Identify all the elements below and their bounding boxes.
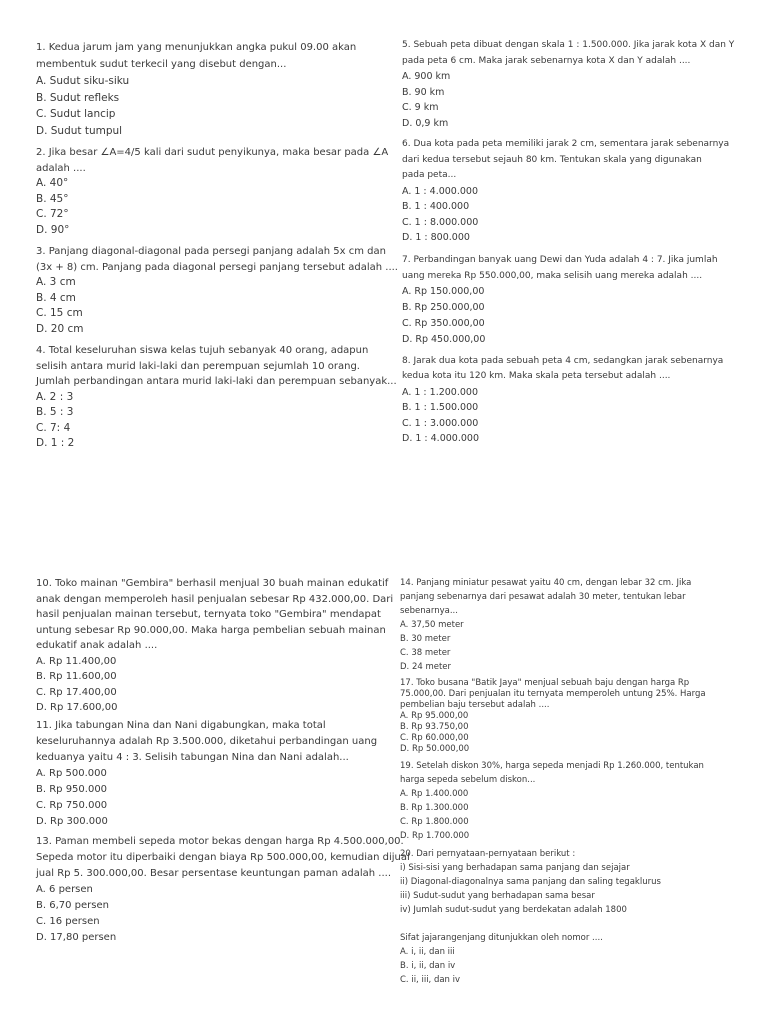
question-text-line: selisih antara murid laki-laki dan perempuan sejumlah 10 orang. xyxy=(36,360,360,372)
question-text-line xyxy=(400,917,720,931)
answer-option: D. 24 meter xyxy=(400,662,452,672)
question-text-line: dari kedua tersebut sejauh 80 km. Tentukan skala yang digunakan xyxy=(402,154,702,165)
question-q11 xyxy=(36,718,378,830)
question-text-line: Sifat jajarangenjang ditunjukkan oleh nomor .... xyxy=(400,933,603,943)
question-text-line: 11. Jika tabungan Nina dan Nani digabungkan, maka total xyxy=(36,719,326,731)
answer-option: B. Rp 11.600,00 xyxy=(36,671,117,682)
question-text-line: 7. Perbandingan banyak uang Dewi dan Yuda adalah 4 : 7. Jika jumlah xyxy=(402,254,718,265)
answer-option: A. 1 : 4.000.000 xyxy=(402,185,479,197)
answer-option: B. Rp 93.750,00 xyxy=(400,722,469,732)
question-text-line: adalah .... xyxy=(36,162,86,174)
question-text-line: 2. Jika besar ∠A=4/5 kali dari sudut penyikunya, maka besar pada ∠A xyxy=(36,147,389,158)
answer-option: A. 900 km xyxy=(402,71,451,82)
answer-option: C. 7: 4 xyxy=(36,421,71,434)
question-text-line: membentuk sudut terkecil yang disebut dengan... xyxy=(36,58,287,70)
answer-option: B. Rp 950.000 xyxy=(36,783,108,795)
question-text-line: pembelian baju tersebut adalah .... xyxy=(400,700,550,710)
answer-option: B. Sudut refleks xyxy=(36,91,120,104)
question-text-line: 5. Sebuah peta dibuat dengan skala 1 : 1.500.000. Jika jarak kota X dan Y xyxy=(402,40,735,50)
answer-option: D. 1 : 2 xyxy=(36,437,75,449)
answer-option: D. 0,9 km xyxy=(402,117,449,129)
question-text-line: sebenarnya... xyxy=(400,606,458,616)
question-text-line: hasil penjualan mainan tersebut, ternyata toko "Gembira" mendapat xyxy=(36,609,381,620)
answer-option: D. 17,80 persen xyxy=(36,931,117,943)
question-text-line: 19. Setelah diskon 30%, harga sepeda menjadi Rp 1.260.000, tentukan xyxy=(400,761,704,771)
bottom-left-questions xyxy=(36,576,410,976)
question-text-line: 10. Toko mainan "Gembira" berhasil menjual 30 buah mainan edukatif xyxy=(36,578,389,589)
question-q8 xyxy=(402,354,768,447)
question-q6 xyxy=(402,137,768,246)
answer-option: D. Rp 300.000 xyxy=(36,815,108,827)
answer-option: B. 1 : 1.500.000 xyxy=(402,402,479,413)
answer-option: A. Sudut siku-siku xyxy=(36,75,130,87)
question-q2 xyxy=(36,145,389,238)
answer-option: D. Rp 17.600,00 xyxy=(36,702,118,713)
answer-option: A. 2 : 3 xyxy=(36,390,74,403)
bottom-right-questions xyxy=(400,576,720,1024)
answer-option: C. 1 : 3.000.000 xyxy=(402,417,479,429)
question-q20 xyxy=(400,847,720,987)
question-text-line: 8. Jarak dua kota pada sebuah peta 4 cm, sedangkan jarak sebenarnya xyxy=(402,355,724,366)
answer-option: C. 15 cm xyxy=(36,307,83,319)
answer-option: D. Rp 1.700.000 xyxy=(400,831,470,841)
answer-option: D. 20 cm xyxy=(36,322,84,335)
question-text-line: Jumlah perbandingan antara murid laki-laki dan perempuan sebanyak... xyxy=(36,376,397,387)
answer-option: A. Rp 1.400.000 xyxy=(400,789,469,799)
answer-option: A. Rp 95.000,00 xyxy=(400,711,469,721)
question-text-line: 14. Panjang miniatur pesawat yaitu 40 cm, dengan lebar 32 cm. Jika xyxy=(400,578,692,588)
answer-option: A. 3 cm xyxy=(36,276,76,288)
answer-option: B. 45° xyxy=(36,192,69,205)
answer-option: D. Rp 450.000,00 xyxy=(402,333,486,345)
answer-option: B. i, ii, dan iv xyxy=(400,961,456,971)
question-text-line: 1. Kedua jarum jam yang menunjukkan angka pukul 09.00 akan xyxy=(36,42,357,53)
question-text-line: 20. Dari pernyataan-pernyataan berikut : xyxy=(400,849,576,859)
question-text-line: untung sebesar Rp 90.000,00. Maka harga pembelian sebuah mainan xyxy=(36,624,386,636)
question-q1 xyxy=(36,40,366,139)
answer-option: B. 6,70 persen xyxy=(36,899,109,911)
question-text-line: pada peta 6 cm. Maka jarak sebenarnya kota X dan Y adalah .... xyxy=(402,55,691,66)
question-text-line: (3x + 8) cm. Panjang pada diagonal persegi panjang tersebut adalah .... xyxy=(36,261,398,273)
top-right-questions xyxy=(402,34,768,474)
answer-option: D. Rp 50.000,00 xyxy=(400,744,470,754)
answer-option: D. 1 : 4.000.000 xyxy=(402,433,479,444)
question-text-line: 17. Toko busana "Batik Jaya" menjual sebuah baju dengan harga Rp xyxy=(400,678,690,688)
answer-option: D. 90° xyxy=(36,223,70,236)
question-text-line: harga sepeda sebelum diskon... xyxy=(400,775,536,785)
question-q13 xyxy=(36,834,410,946)
answer-option: B. 30 meter xyxy=(400,634,451,644)
answer-option: D. 1 : 800.000 xyxy=(402,232,470,243)
question-q14 xyxy=(400,576,720,674)
answer-option: D. Sudut tumpul xyxy=(36,124,123,137)
answer-option: B. Rp 1.300.000 xyxy=(400,803,469,813)
question-text-line: Sepeda motor itu diperbaiki dengan biaya Rp 500.000,00, kemudian dijual xyxy=(36,851,410,863)
answer-option: C. 9 km xyxy=(402,102,439,113)
question-q4 xyxy=(36,343,397,452)
top-left-questions xyxy=(36,34,398,474)
question-text-line: panjang sebenarnya dari pesawat adalah 30 meter, tentukan lebar xyxy=(400,592,686,602)
question-text-line: 75.000,00. Dari penjualan itu ternyata memperoleh untung 25%. Harga xyxy=(400,689,706,699)
answer-option: C. Rp 60.000,00 xyxy=(400,733,469,743)
question-text-line: uang mereka Rp 550.000,00, maka selisih uang mereka adalah .... xyxy=(402,270,703,281)
answer-option: C. 1 : 8.000.000 xyxy=(402,216,479,228)
answer-option: C. Rp 17.400,00 xyxy=(36,686,117,698)
answer-option: C. Rp 350.000,00 xyxy=(402,317,485,329)
answer-option: B. 5 : 3 xyxy=(36,406,74,418)
question-text-line: pada peta... xyxy=(402,170,457,180)
question-text-line: keduanya yaitu 4 : 3. Selisih tabungan Nina dan Nani adalah... xyxy=(36,751,349,763)
answer-option: B. 1 : 400.000 xyxy=(402,201,470,212)
question-text-line: iii) Sudut-sudut yang berhadapan sama besar xyxy=(400,891,595,901)
answer-option: A. Rp 11.400,00 xyxy=(36,655,117,667)
answer-option: C. Rp 750.000 xyxy=(36,799,108,811)
answer-option: A. i, ii, dan iii xyxy=(400,947,455,957)
question-q5 xyxy=(402,38,768,131)
question-q17 xyxy=(400,678,720,755)
question-text-line: kedua kota itu 120 km. Maka skala peta tersebut adalah .... xyxy=(402,371,671,381)
answer-option: A. Rp 500.000 xyxy=(36,767,107,779)
question-text-line: keseluruhannya adalah Rp 3.500.000, diketahui perbandingan uang xyxy=(36,735,378,747)
answer-option: C. 72° xyxy=(36,208,69,220)
answer-option: C. ii, iii, dan iv xyxy=(400,975,461,985)
answer-option: C. 38 meter xyxy=(400,648,451,658)
answer-option: C. 16 persen xyxy=(36,915,100,927)
answer-option: B. Rp 250.000,00 xyxy=(402,301,485,313)
question-text-line: edukatif anak adalah .... xyxy=(36,640,158,651)
question-text-line: i) Sisi-sisi yang berhadapan sama panjang dan sejajar xyxy=(400,863,630,873)
answer-option: A. Rp 150.000,00 xyxy=(402,285,485,297)
question-q19 xyxy=(400,759,720,843)
question-text-line: 4. Total keseluruhan siswa kelas tujuh sebanyak 40 orang, adapun xyxy=(36,345,369,356)
question-text-line: iv) Jumlah sudut-sudut yang berdekatan adalah 1800 xyxy=(400,905,627,915)
question-q7 xyxy=(402,252,768,348)
question-text-line: jual Rp 5. 300.000,00. Besar persentase keuntungan paman adalah .... xyxy=(36,867,392,879)
answer-option: C. Rp 1.800.000 xyxy=(400,817,469,827)
question-text-line: anak dengan memperoleh hasil penjualan sebesar Rp 432.000,00. Dari xyxy=(36,593,394,605)
answer-option: B. 4 cm xyxy=(36,291,76,304)
answer-option: B. 90 km xyxy=(402,86,445,98)
question-text-line: 6. Dua kota pada peta memiliki jarak 2 cm, sementara jarak sebenarnya xyxy=(402,139,730,149)
question-text-line: ii) Diagonal-diagonalnya sama panjang dan saling tegaklurus xyxy=(400,877,661,887)
answer-option: A. 37,50 meter xyxy=(400,620,464,630)
question-q3 xyxy=(36,244,398,337)
answer-option: A. 40° xyxy=(36,177,69,189)
answer-option: A. 1 : 1.200.000 xyxy=(402,386,479,398)
answer-option: A. 6 persen xyxy=(36,883,93,895)
question-q10 xyxy=(36,576,394,716)
question-text-line: 3. Panjang diagonal-diagonal pada persegi panjang adalah 5x cm dan xyxy=(36,246,386,257)
answer-option: C. Sudut lancip xyxy=(36,108,116,120)
question-text-line: 13. Paman membeli sepeda motor bekas dengan harga Rp 4.500.000,00. xyxy=(36,835,404,847)
